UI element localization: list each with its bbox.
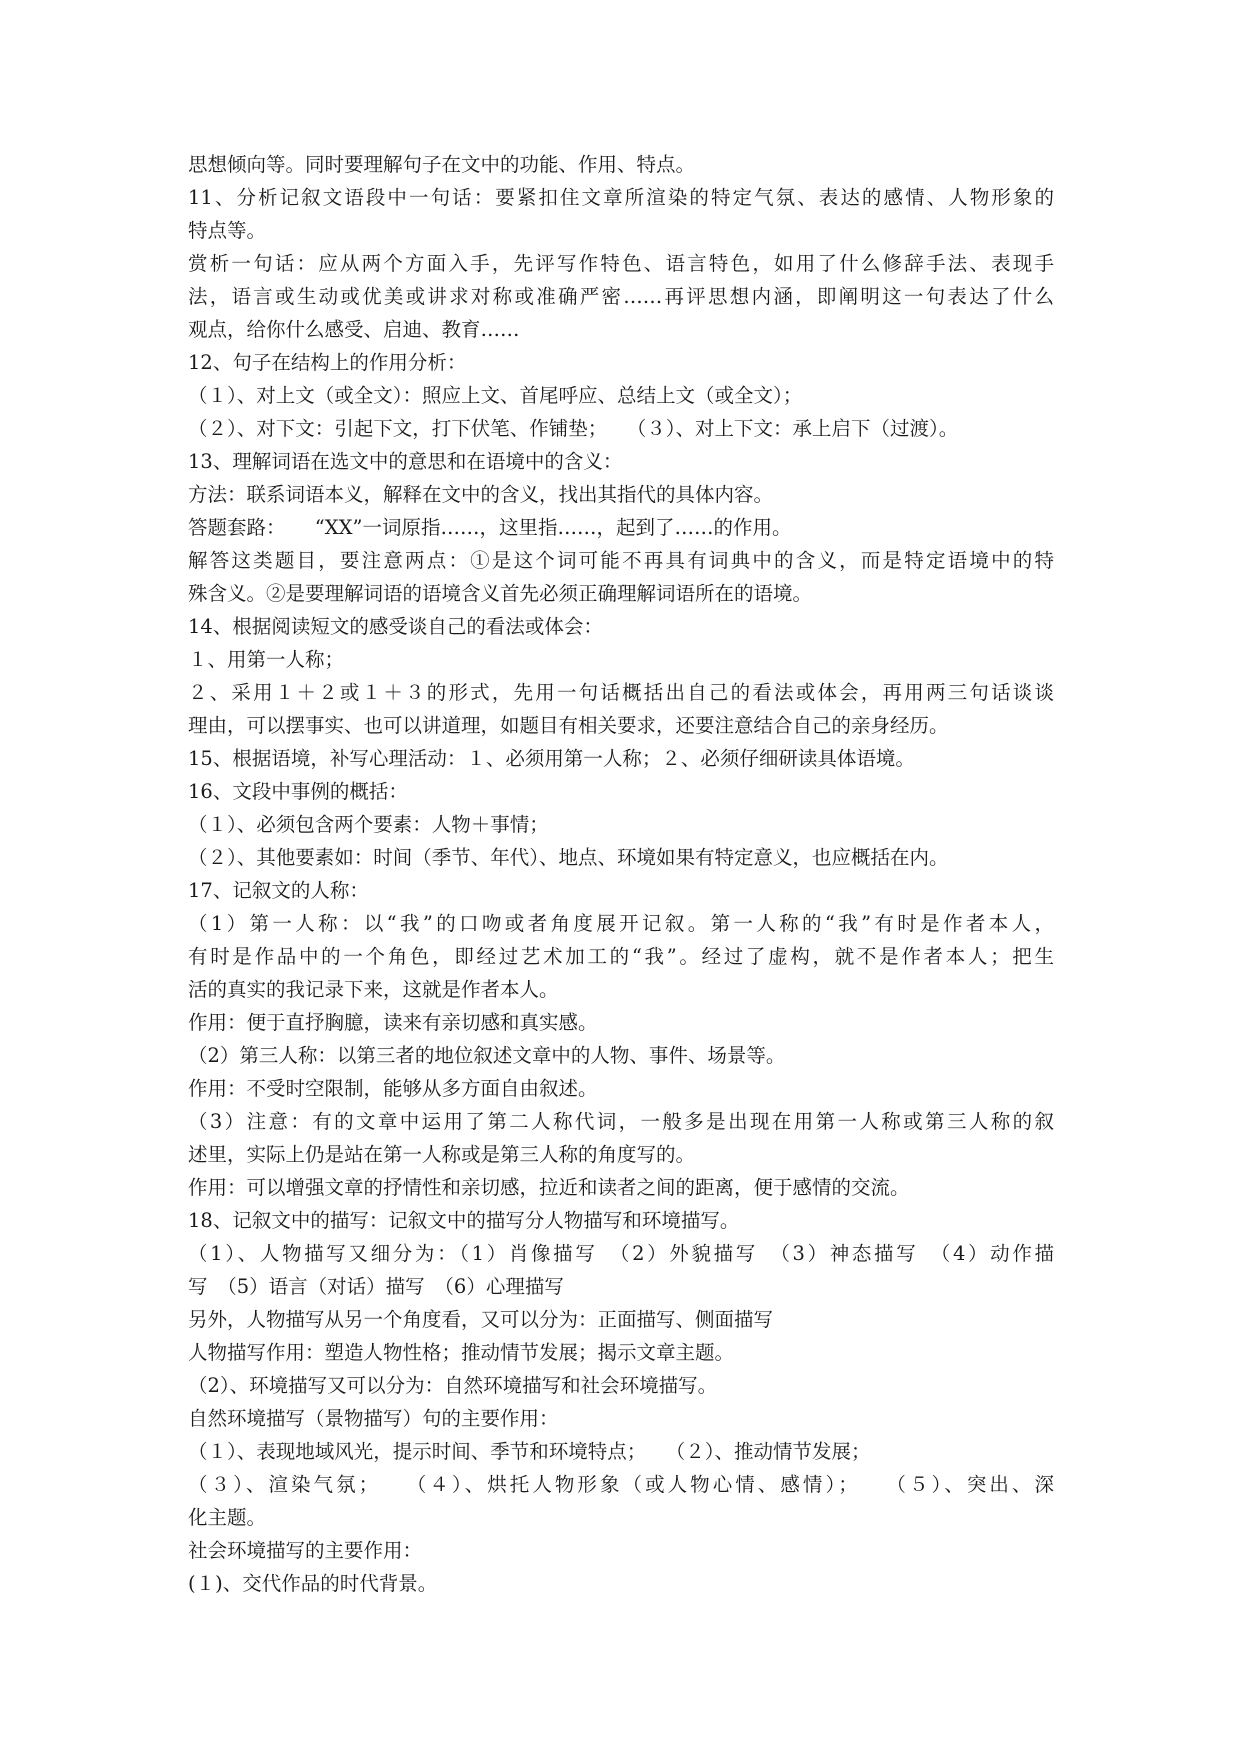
- text-line: 赏析一句话：应从两个方面入手，先评写作特色、语言特色，如用了什么修辞手法、表现手: [188, 252, 1054, 275]
- text-line: 思想倾向等。同时要理解句子在文中的功能、作用、特点。: [188, 153, 696, 176]
- text-line: （1）第一人称：以“我”的口吻或者角度展开记叙。第一人称的“我”有时是作者本人，: [188, 912, 1054, 935]
- text-line: 14、根据阅读短文的感受谈自己的看法或体会：: [188, 615, 603, 638]
- text-line: （１）、对上文（或全文）：照应上文、首尾呼应、总结上文（或全文）；: [188, 384, 803, 407]
- text-line: 殊含义。②是要理解词语的语境含义首先必须正确理解词语所在的语境。: [188, 582, 813, 605]
- text-line: （２）、对下文：引起下文，打下伏笔、作铺垫； （３）、对上下文：承上启下（过渡）。: [188, 417, 959, 440]
- text-line: 作用：可以增强文章的抒情性和亲切感，拉近和读者之间的距离，便于感情的交流。: [188, 1176, 910, 1199]
- text-line: 12、句子在结构上的作用分析：: [188, 351, 467, 374]
- text-line: 作用：便于直抒胸臆，读来有亲切感和真实感。: [188, 1011, 598, 1034]
- text-line: 作用：不受时空限制，能够从多方面自由叙述。: [188, 1077, 598, 1100]
- text-line: 解答这类题目，要注意两点：①是这个词可能不再具有词典中的含义，而是特定语境中的特: [188, 549, 1054, 572]
- text-line: 化主题。: [188, 1506, 267, 1529]
- text-line: 15、根据语境，补写心理活动：１、必须用第一人称；２、必须仔细研读具体语境。: [188, 747, 915, 770]
- text-line: 17、记叙文的人称：: [188, 879, 369, 902]
- text-line: （2）第三人称：以第三者的地位叙述文章中的人物、事件、场景等。: [188, 1044, 786, 1067]
- text-line: 观点，给你什么感受、启迪、教育……: [188, 318, 520, 341]
- text-line: （2）、环境描写又可以分为：自然环境描写和社会环境描写。: [188, 1374, 718, 1397]
- text-line: (１)、交代作品的时代背景。: [188, 1572, 438, 1595]
- text-line: 写 （5）语言（对话）描写 （6）心理描写: [188, 1275, 564, 1298]
- text-line: 18、记叙文中的描写：记叙文中的描写分人物描写和环境描写。: [188, 1209, 740, 1232]
- text-line: 16、文段中事例的概括：: [188, 780, 408, 803]
- text-line: 人物描写作用：塑造人物性格；推动情节发展；揭示文章主题。: [188, 1341, 735, 1364]
- text-line: 有时是作品中的一个角色，即经过艺术加工的“我”。经过了虚构，就不是作者本人；把生: [188, 945, 1054, 968]
- text-line: 自然环境描写（景物描写）句的主要作用：: [188, 1407, 559, 1430]
- text-line: １、用第一人称；: [188, 648, 345, 671]
- text-line: 活的真实的我记录下来，这就是作者本人。: [188, 978, 559, 1001]
- text-line: 答题套路： “XX”一词原指……，这里指……，起到了……的作用。: [188, 516, 792, 539]
- text-line: 社会环境描写的主要作用：: [188, 1539, 423, 1562]
- text-line: 13、理解词语在选文中的意思和在语境中的含义：: [188, 450, 623, 473]
- text-line: 方法：联系词语本义，解释在文中的含义，找出其指代的具体内容。: [188, 483, 774, 506]
- text-line: （1）、人物描写又细分为：（1）肖像描写 （2）外貌描写 （3）神态描写 （4）动作描: [188, 1242, 1054, 1265]
- text-line: 法，语言或生动或优美或讲求对称或准确严密……再评思想内涵，即阐明这一句表达了什么: [188, 285, 1054, 308]
- text-line: （２）、其他要素如：时间（季节、年代）、地点、环境如果有特定意义，也应概括在内。: [188, 846, 949, 869]
- text-line: （3）注意：有的文章中运用了第二人称代词，一般多是出现在用第一人称或第三人称的叙: [188, 1110, 1054, 1133]
- text-line: 特点等。: [188, 219, 267, 242]
- text-line: （１）、表现地域风光，提示时间、季节和环境特点； （２）、推动情节发展；: [188, 1440, 871, 1463]
- text-line: 另外，人物描写从另一个角度看，又可以分为：正面描写、侧面描写: [188, 1308, 774, 1331]
- text-line: （１）、必须包含两个要素：人物＋事情；: [188, 813, 549, 836]
- text-line: ２、采用１＋２或１＋３的形式，先用一句话概括出自己的看法或体会，再用两三句话谈谈: [188, 681, 1054, 704]
- document-body: [188, 148, 1054, 1600]
- text-line: 述里，实际上仍是站在第一人称或是第三人称的角度写的。: [188, 1143, 696, 1166]
- text-line: （３）、渲染气氛； （４）、烘托人物形象（或人物心情、感情）； （５）、突出、深: [188, 1473, 1054, 1496]
- text-line: 理由，可以摆事实、也可以讲道理，如题目有相关要求，还要注意结合自己的亲身经历。: [188, 714, 949, 737]
- text-line: 11、分析记叙文语段中一句话：要紧扣住文章所渲染的特定气氛、表达的感情、人物形象的: [188, 186, 1054, 209]
